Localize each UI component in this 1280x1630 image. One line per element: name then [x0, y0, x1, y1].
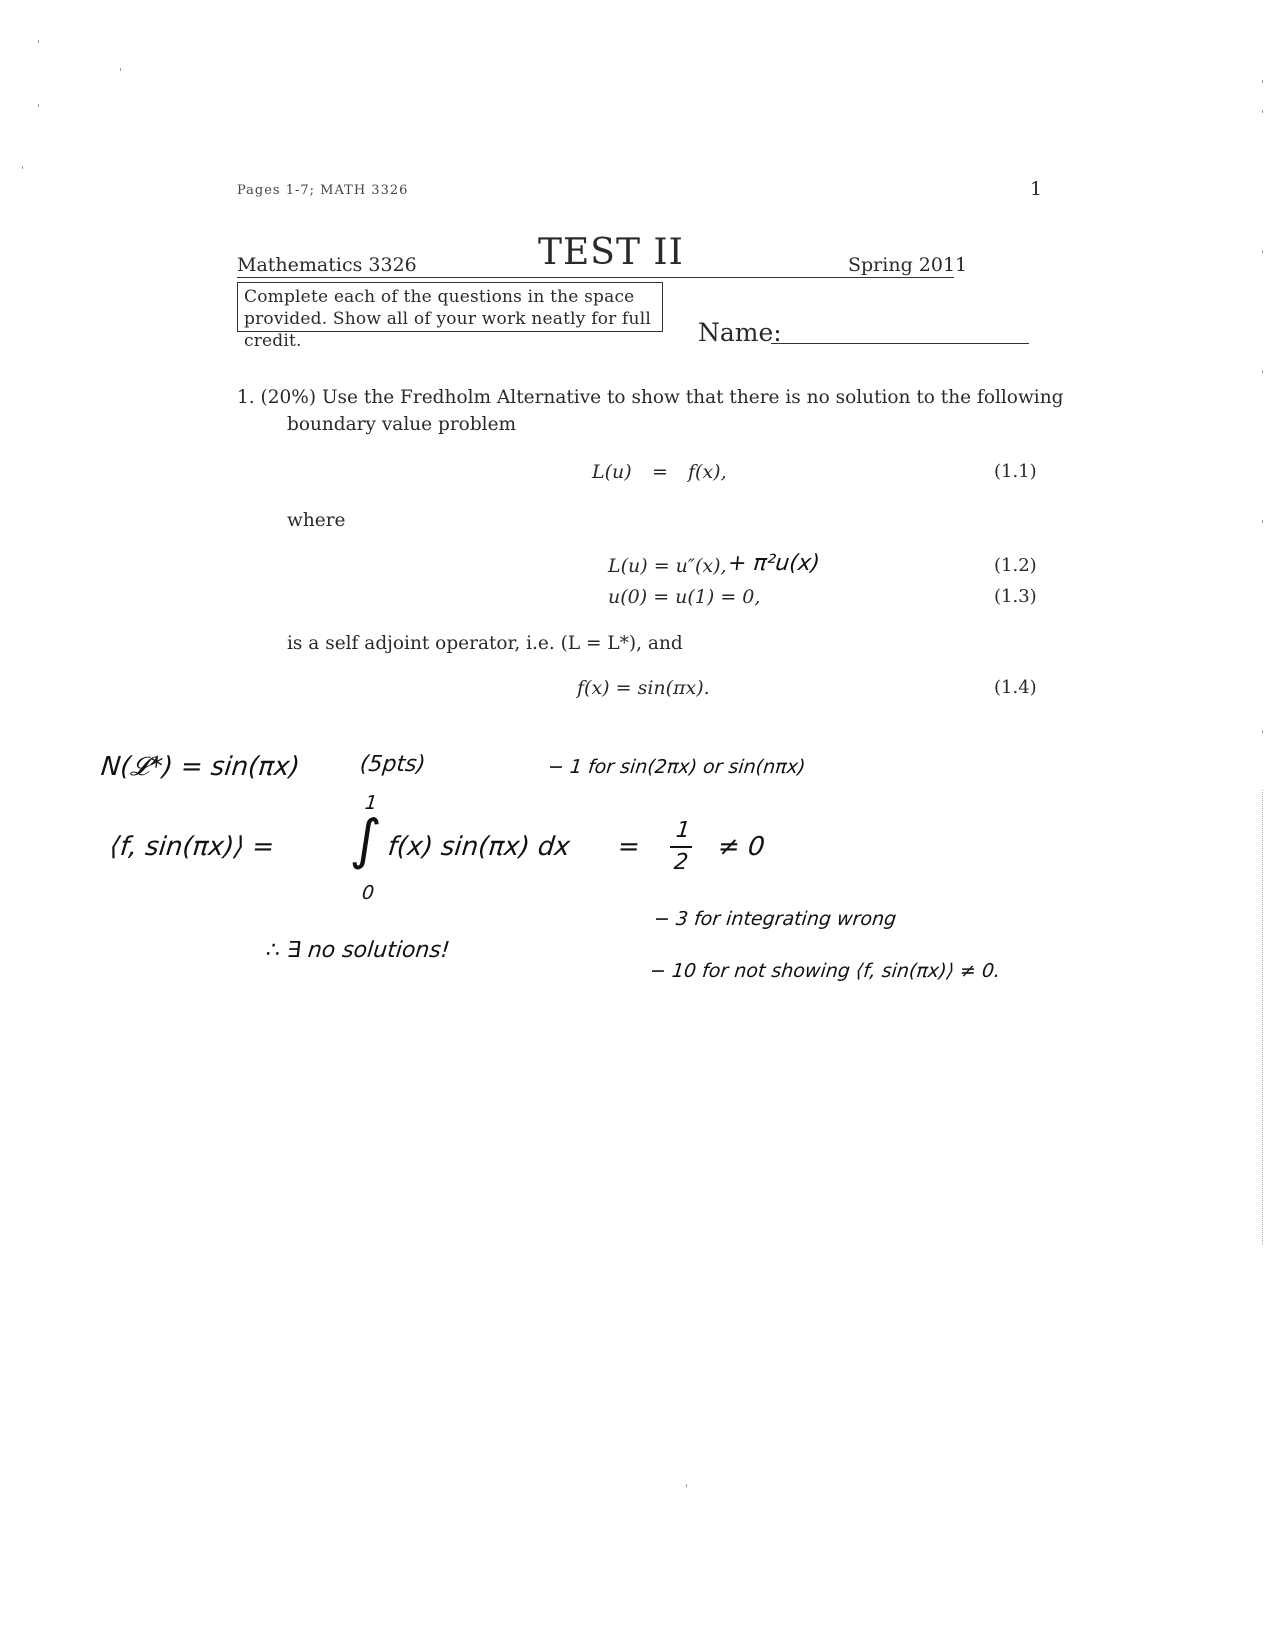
hand-frac-bar — [670, 846, 692, 848]
hand-points: (5pts) — [358, 752, 427, 777]
question-1-line2: boundary value problem — [287, 414, 517, 435]
scan-speck — [686, 1484, 687, 1487]
eq3-number: (1.3) — [994, 586, 1037, 607]
eq3-expr: u(0) = u(1) = 0, — [608, 586, 761, 608]
hand-integral-lower: 0 — [360, 882, 376, 904]
where-text: where — [287, 510, 346, 531]
running-head: Pages 1-7; MATH 3326 — [237, 183, 409, 198]
hand-integral-sign: ∫ — [348, 808, 384, 871]
scan-speck — [1262, 110, 1263, 113]
scan-speck — [1262, 250, 1263, 253]
instructions-box — [237, 282, 663, 351]
eq1-lhs: L(u) — [592, 461, 632, 483]
eq2-expr: L(u) = u″(x), — [608, 555, 727, 577]
test-title: TEST II — [538, 232, 684, 273]
scan-speck — [120, 68, 121, 71]
scan-speck — [1262, 80, 1263, 83]
scan-speck — [1262, 370, 1263, 373]
hand-equals: = — [616, 832, 642, 862]
scan-speck — [1262, 520, 1263, 523]
eq4-number: (1.4) — [994, 677, 1037, 698]
instructions-text: Complete each of the questions in the space provided. Show all of your work neatly for full credit. — [244, 287, 651, 351]
hand-neq-zero: ≠ 0 — [716, 832, 767, 862]
eq1-number: (1.1) — [994, 461, 1037, 482]
scan-speck — [38, 104, 39, 107]
header-rule — [237, 277, 954, 278]
term-label: Spring 2011 — [848, 254, 968, 276]
hand-integrand: f(x) sin(πx) dx — [386, 832, 572, 862]
eq1-rel: = — [652, 461, 668, 483]
self-adjoint-text: is a self adjoint operator, i.e. (L = L*), and — [287, 633, 683, 654]
hand-nullspace: N(𝓛*) = sin(πx) — [99, 752, 302, 782]
name-line — [771, 343, 1029, 344]
scan-speck — [22, 166, 23, 169]
hand-deduct-integration: − 3 for integrating wrong — [652, 908, 898, 930]
page-number: 1 — [1030, 178, 1043, 200]
name-label: Name: — [698, 318, 782, 347]
eq2-handwritten-addition: + π²u(x) — [726, 551, 821, 576]
hand-frac-num: 1 — [674, 818, 692, 843]
scan-speck — [1262, 730, 1263, 733]
course-name: Mathematics 3326 — [237, 254, 417, 276]
hand-inner-product: ⟨f, sin(πx)⟩ = — [108, 832, 276, 862]
eq1-rhs: f(x), — [688, 461, 727, 483]
hand-conclusion: ∴ ∃ no solutions! — [264, 938, 452, 963]
eq4-expr: f(x) = sin(πx). — [577, 677, 710, 699]
hand-integral-upper: 1 — [363, 792, 379, 814]
scan-edge-line — [1262, 790, 1263, 1245]
hand-deduct-not-showing: − 10 for not showing ⟨f, sin(πx)⟩ ≠ 0. — [648, 960, 1002, 982]
hand-deduct-eigen: − 1 for sin(2πx) or sin(nπx) — [546, 756, 807, 778]
eq2-number: (1.2) — [994, 555, 1037, 576]
scan-speck — [38, 40, 39, 43]
question-1-line1: 1. (20%) Use the Fredholm Alternative to show that there is no solution to the following — [237, 387, 1064, 408]
hand-frac-den: 2 — [672, 850, 690, 875]
